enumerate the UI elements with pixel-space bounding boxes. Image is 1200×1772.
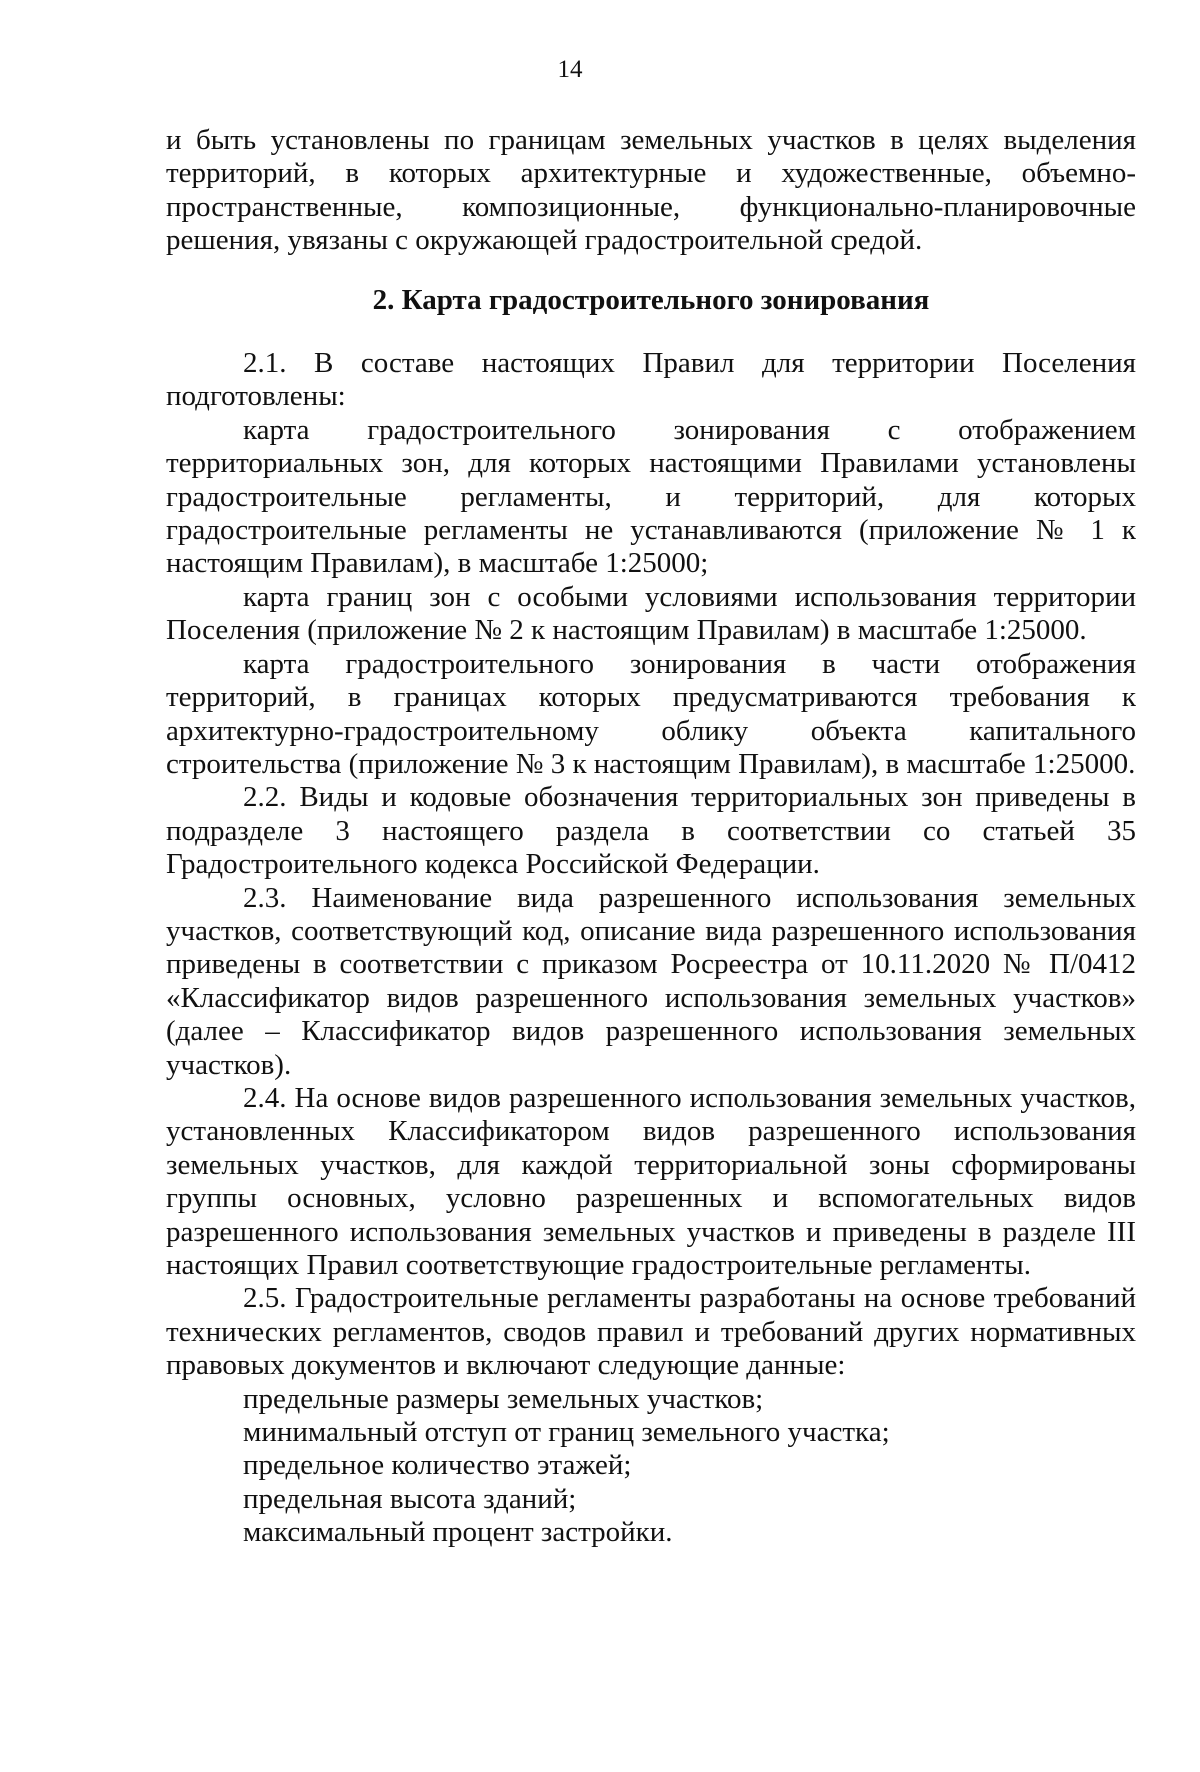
clause-2-1: 2.1. В составе настоящих Правил для территории Поселения подготовлены: [166,347,1136,413]
section-heading: 2. Карта градостроительного зонирования [372,283,930,316]
regulation-item-height: предельная высота зданий; [243,1482,577,1515]
clause-2-2: 2.2. Виды и кодовые обозначения территориальных зон приведены в подразделе 3 настоящего раздела в соответствии со статьей 35 Градостроительного кодекса Российской Федерации. [166,781,1136,881]
clause-2-3: 2.3. Наименование вида разрешенного использования земельных участков, соответствующий код, описание вида разрешенного использования приведены в соответствии с приказом Росреестра от 10.11.2020 № П/0412 «Классификатор видов разрешенного использования земельных участков» (далее – Классификатор видов разрешенного использования земельных участков). [166,881,1136,1081]
clause-2-1-item-architectural-map: карта градостроительного зонирования в части отображения территорий, в границах которых предусматриваются требования к архитектурно-градостроительному облику объекта капитального строительства (приложение № 3 к настоящим Правилам), в масштабе 1:25000. [166,647,1136,780]
intro-paragraph: и быть установлены по границам земельных участков в целях выделения территорий, в которых архитектурные и художественные, объемно-пространственные, композиционные, функционально-планировочные решения, увязаны с окружающей градостроительной средой. [166,124,1136,257]
regulation-item-plot-size: предельные размеры земельных участков; [243,1382,764,1415]
clause-2-4: 2.4. На основе видов разрешенного использования земельных участков, установленных Классификатором видов разрешенного использования земельных участков, для каждой территориальной зоны сформированы группы основных, условно разрешенных и вспомогательных видов разрешенного использования земельных участков и приведены в разделе III настоящих Правил соответствующие градостроительные регламенты. [166,1081,1136,1281]
regulation-item-setback: минимальный отступ от границ земельного участка; [243,1416,890,1449]
clause-2-1-item-zoning-map: карта градостроительного зонирования с отображением территориальных зон, для которых настоящими Правилами установлены градостроительные регламенты, и территорий, для которых градостроительные регламенты не устанавливаются (приложение № 1 к настоящим Правилам), в масштабе 1:25000; [166,413,1136,580]
clause-2-1-item-special-zones-map: карта границ зон с особыми условиями использования территории Поселения (приложение № 2 к настоящим Правилам) в масштабе 1:25000. [166,580,1136,647]
clause-2-5: 2.5. Градостроительные регламенты разработаны на основе требований технических регламентов, сводов правил и требований других нормативных правовых документов и включают следующие данные: [166,1282,1136,1382]
page-content [166,124,1136,1550]
page-number: 14 [557,56,583,83]
regulation-item-floors: предельное количество этажей; [243,1449,632,1482]
regulation-item-coverage: максимальный процент застройки. [243,1516,673,1549]
